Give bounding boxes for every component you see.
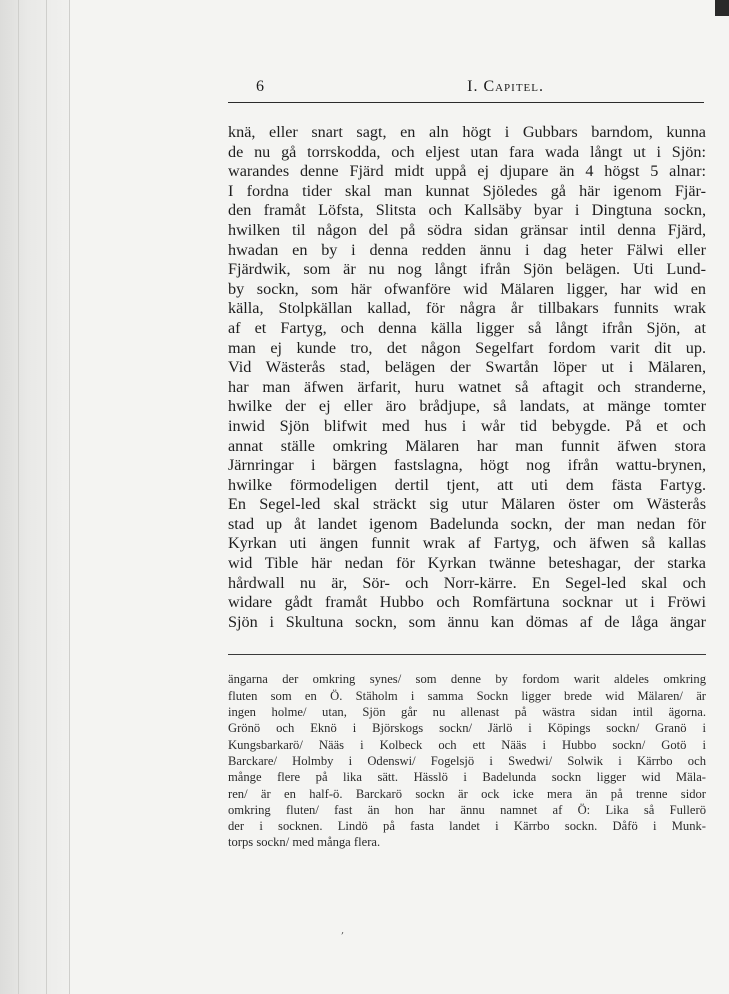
scan-corner-mark [715, 0, 729, 16]
text-line: by sockn, som här ofwanföre wid Mälaren ligger, har wid en [228, 279, 706, 298]
text-line: Järnringar i bärgen fastslagna, högt nog ifrån wattu-brynen, [228, 456, 706, 475]
text-line: widare gådt framåt Hubbo och Romfärtuna socknar ut i Fröwi [228, 593, 706, 612]
text-line: de nu gå torrskodda, och eljest utan fara wada långt ut i Sjön: [228, 142, 706, 161]
text-line: hwilke der ej eller äro brådjupe, så landats, at mänge tomter [228, 397, 706, 416]
footnote-line: torps sockn/ med många flera. [228, 835, 381, 850]
text-line: hwilke förmodeligen dertil tjent, att uti dem fästa Fartyg. [228, 475, 706, 494]
text-line: af et Fartyg, och denna källa ligger så långt ifrån Sjön, at [228, 318, 706, 337]
text-line: har man äfwen ärfarit, huru watnet så aftagit och stranderne, [228, 377, 706, 396]
text-line: den framåt Löfsta, Slitsta och Kallsäby byar i Dingtuna sockn, [228, 201, 706, 220]
text-line: inwid Sjön blifwit med hus i wår tid bebygde. På et och [228, 416, 706, 435]
footnote-line: Barckare/ Holmby i Odenswi/ Fogelsjö i Swedwi/ Solwik i Kärrbo och [228, 753, 706, 768]
text-line: I fordna tider skal man kunnat Sjöledes gå här igenom Fjär- [228, 181, 706, 200]
bottom-mark: , [341, 925, 345, 936]
text-line: Fjärdwik, som är nu nog långt ifrån Sjön belägen. Uti Lund- [228, 260, 706, 279]
text-line: warandes denne Fjärd midt uppå ej djupare än 4 högst 5 alnar: [228, 162, 706, 181]
book-spine-margin [0, 0, 70, 994]
spine-line [69, 0, 70, 994]
text-line: hårdwall nu är, Sör- och Norr-kärre. En Segel-led skal och [228, 573, 706, 592]
footnote-line: der i socknen. Lindö på fasta landet i Kärrbo sockn. Dåfö i Munk- [228, 819, 706, 834]
footnote-line: ren/ är en half-ö. Barckarö sockn är ock icke mera än på trenne sidor [228, 786, 706, 801]
text-line: man ej kunde tro, det någon Segelfart fordom varit dit up. [228, 338, 706, 357]
footnote-line: Kungsbarkarö/ Nääs i Kolbeck och ett Nääs i Hubbo sockn/ Gotö i [228, 737, 706, 752]
footnote-line: ängarna der omkring synes/ som denne by fordom warit aldeles omkring [228, 672, 706, 687]
footnote-line: Grönö och Eknö i Björskogs sockn/ Järlö i Köpings sockn/ Granö i [228, 721, 706, 736]
footnote-line: fluten som en Ö. Stäholm i samma Sockn ligger brede wid Mälaren/ är [228, 688, 706, 703]
main-text-block [228, 123, 706, 632]
text-line: hwadan en by i denna redden ännu i dag heter Fälwi eller [228, 240, 706, 259]
header-rule [228, 102, 704, 103]
text-line: wid Tible här nedan för Kyrkan twänne beteshagar, der starka [228, 554, 706, 573]
footnote-line: omkring fluten/ fast än hon har ännu namnet af Ö: Lika så Fullerö [228, 802, 706, 817]
text-line: Kyrkan uti ängen funnit wrak af Fartyg, och äfwen så kallas [228, 534, 706, 553]
text-line: hwilken til någon del på södra sidan gränsar intil denna Fjärd, [228, 220, 706, 239]
running-head [228, 78, 706, 96]
footnote-line: ingen holme/ utan, Sjön går nu allenast på wästra sidan intil ägorna. [228, 705, 706, 720]
book-page [228, 78, 706, 851]
text-line: Vid Wästerås stad, belägen der Swartån löper ut i Mälaren, [228, 358, 706, 377]
page-number: 6 [256, 78, 265, 95]
text-line: källa, Stolpkällan kallad, för några år tillbakars funnits wrak [228, 299, 706, 318]
text-line: stad up åt landet igenom Badelunda sockn, der man nedan för [228, 514, 706, 533]
footnote-block [228, 671, 706, 850]
text-line: knä, eller snart sagt, en aln högt i Gubbars barndom, kunna [228, 123, 706, 141]
text-line: Sjön i Skultuna sockn, som ännu kan dömas af de låga ängar [228, 612, 706, 631]
spine-line [46, 0, 47, 994]
footnote-separator [228, 654, 706, 655]
text-line: annat ställe omkring Mälaren har man funnit äfwen stora [228, 436, 706, 455]
chapter-title: I. Capitel. [467, 78, 544, 95]
footnote-line: månge flere på lika sätt. Hässlö i Badelunda sockn ligger wid Mäla- [228, 770, 706, 785]
spine-line [18, 0, 19, 994]
text-line: En Segel-led skal sträckt sig utur Mälaren öster om Wästerås [228, 495, 706, 514]
